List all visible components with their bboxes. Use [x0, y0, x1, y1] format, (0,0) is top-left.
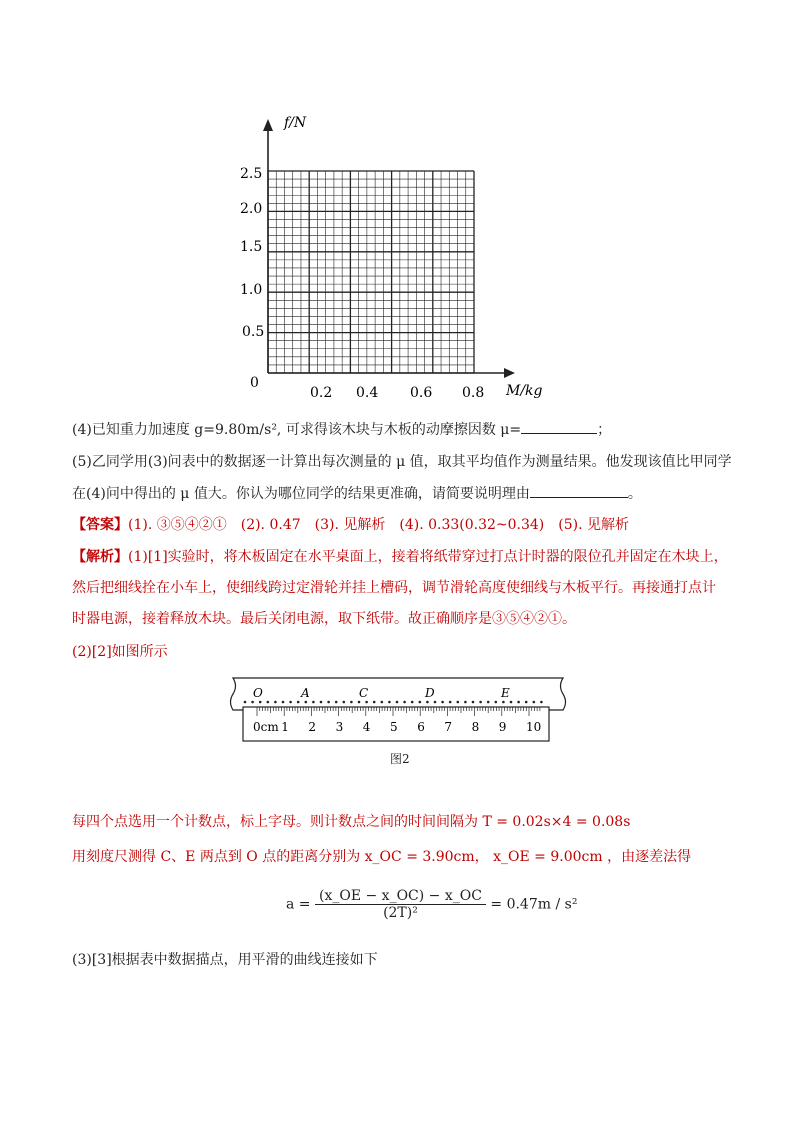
origin-label: 0 [250, 375, 259, 391]
ruler-label: 4 [362, 720, 371, 734]
tape-dot [495, 701, 498, 704]
answer-text: (1). ③⑤④②① (2). 0.47 (3). 见解析 (4). 0.33(0.32~0.34) (5). 见解析 [128, 517, 629, 533]
f-vs-m-grid-graph [230, 105, 560, 405]
ruler-label: 0cm [253, 720, 279, 734]
question-5-line-2: 在(4)问中得出的 μ 值大。你认为哪位同学的结果更准确，请简要说明理由 。 [72, 483, 642, 504]
question-4: (4)已知重力加速度 g=9.80m/s², 可求得该木块与木板的动摩擦因数 μ= ； [72, 419, 611, 440]
ruler-label: 5 [390, 720, 398, 734]
tape-dot [350, 701, 353, 704]
tape-dot [533, 701, 536, 704]
tape-dot [388, 701, 391, 704]
ruler-label: 9 [498, 720, 507, 734]
tape-dot [251, 701, 254, 704]
tape-dot [525, 701, 528, 704]
tape-dot [502, 701, 505, 704]
point-label-a: A [301, 686, 310, 700]
answer-tag: 【答案】 [72, 517, 128, 533]
x-tick-0.2: 0.2 [310, 385, 333, 401]
tape-dot [540, 701, 543, 704]
y-axis-arrow [263, 119, 273, 131]
tape-dot [517, 701, 520, 704]
formula-rhs: = 0.47m / s² [490, 896, 578, 913]
answer-section [72, 515, 629, 535]
grid-lines [268, 171, 474, 373]
y-tick-0.5: 0.5 [242, 324, 265, 340]
ruler-label: 2 [308, 720, 317, 734]
explain-line-3: (3)[3]根据表中数据描点，用平滑的曲线连接如下 [72, 952, 378, 968]
paper-tape-outline [231, 678, 566, 710]
formula-denominator: (2T)² [383, 905, 418, 921]
tape-dot [297, 701, 300, 704]
ruler-label: 6 [417, 720, 425, 734]
tape-dot [267, 701, 270, 704]
x-tick-0.8: 0.8 [462, 385, 485, 401]
tape-dot [282, 701, 285, 704]
x-axis-arrow [504, 368, 515, 378]
analysis-line-3: 时器电源，接着释放木块。最后关闭电源，取下纸带。故正确顺序是③⑤④②①。 [72, 611, 576, 627]
tape-dots [244, 701, 543, 704]
acceleration-formula [286, 888, 577, 921]
explain-line-1: 每四个点选用一个计数点，标上字母。则计数点之间的时间间隔为 T = 0.02s×4 = 0.08s [72, 814, 631, 830]
tape-dot [335, 701, 338, 704]
explain-line-2: 用刻度尺测得 C、E 两点到 O 点的距离分别为 x_OC = 3.90cm， x_OE = 9.00cm ，由逐差法得 [72, 849, 692, 865]
y-tick-1.5: 1.5 [240, 239, 263, 255]
y-tick-2.5: 2.5 [240, 166, 263, 182]
tape-dot [487, 701, 490, 704]
tape-dot [411, 701, 414, 704]
y-tick-2.0: 2.0 [240, 201, 263, 217]
x-tick-0.4: 0.4 [356, 385, 379, 401]
tape-dot [244, 701, 247, 704]
tape-dot [381, 701, 384, 704]
ruler-label: 1 [281, 720, 289, 734]
tape-dot [327, 701, 330, 704]
tape-dot [464, 701, 467, 704]
analysis-line-2: 然后把细线拴在小车上，使细线跨过定滑轮并挂上槽码，调节滑轮高度使细线与木板平行。再接通打点计 [72, 580, 716, 596]
answer-blank-5 [530, 483, 628, 498]
ruler-label: 3 [335, 720, 344, 734]
tape-dot [312, 701, 315, 704]
tape-dot [358, 701, 361, 704]
paper-tape-ruler-figure [225, 675, 570, 750]
tape-dot [373, 701, 376, 704]
tape-dot [449, 701, 452, 704]
tape-dot [419, 701, 422, 704]
analysis-line-1: 【解析】(1)[1]实验时，将木板固定在水平桌面上，接着将纸带穿过打点计时器的限位孔并固定在木块上， [72, 549, 728, 565]
tape-dot [457, 701, 460, 704]
analysis-line-4: (2)[2]如图所示 [72, 644, 168, 660]
analysis-tag: 【解析】 [72, 549, 128, 565]
ruler-label: 8 [471, 720, 480, 734]
tape-dot [434, 701, 437, 704]
tape-dot [259, 701, 262, 704]
tape-dot [320, 701, 323, 704]
tape-dot [274, 701, 277, 704]
y-axis-label: f/N [284, 115, 307, 131]
tape-dot [403, 701, 406, 704]
formula-lhs: a = [286, 896, 311, 913]
x-axis-label: M/kg [506, 383, 543, 399]
tape-dot [343, 701, 346, 704]
tape-dot [426, 701, 429, 704]
tape-dot [305, 701, 308, 704]
figure-2-caption: 图2 [390, 752, 410, 766]
formula-fraction [315, 888, 486, 921]
tape-dot [510, 701, 513, 704]
y-tick-1.0: 1.0 [240, 282, 263, 298]
point-label-e: E [501, 686, 510, 700]
formula-numerator: (x_OE − x_OC) − x_OC [315, 888, 486, 905]
x-tick-0.6: 0.6 [410, 385, 433, 401]
point-label-o: O [253, 686, 263, 700]
tape-dot [396, 701, 399, 704]
tape-dot [472, 701, 475, 704]
question-5-line-1: (5)乙同学用(3)问表中的数据逐一计算出每次测量的 μ 值，取其平均值作为测量结果。他发现该值比甲同学 [72, 454, 732, 470]
tape-dot [441, 701, 444, 704]
point-label-c: C [359, 686, 369, 700]
ruler-label: 7 [444, 720, 453, 734]
point-label-d: D [425, 686, 435, 700]
tape-dot [289, 701, 292, 704]
tape-dot [479, 701, 482, 704]
answer-blank-4 [521, 419, 597, 434]
ruler-label: 10 [526, 720, 542, 734]
tape-dot [365, 701, 368, 704]
